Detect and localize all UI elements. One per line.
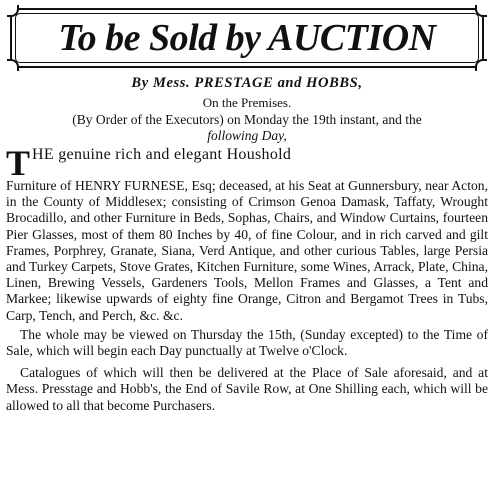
lead-first-line: HE genuine rich and elegant Houshold [32, 146, 292, 163]
banner-corner-ornament [7, 59, 19, 71]
banner-corner-ornament [475, 5, 487, 17]
executor-order [6, 112, 488, 144]
banner-title: To be Sold by AUCTION [58, 17, 436, 59]
drop-cap: T [6, 143, 31, 183]
banner-corner-ornament [475, 59, 487, 71]
viewing-notice: The whole may be viewed on Thursday the 15th, (Sunday excepted) to the Time of Sale, which will begin each Day punctually at Twelve o'Clock. [6, 326, 488, 359]
auction-banner [10, 8, 484, 68]
executor-order-line1: (By Order of the Executors) on Monday the 19th instant, and the [72, 112, 422, 127]
banner-corner-ornament [7, 5, 19, 17]
executor-order-line2: following Day, [207, 128, 287, 143]
catalogue-notice: Catalogues of which will then be delivered at the Place of Sale aforesaid, and at Mess. Presstage and Hobb's, the End of Savile Row, at One Shilling each, which will be allowed to all that become Purchasers. [6, 365, 488, 413]
furniture-description: Furniture of HENRY FURNESE, Esq; deceased, at his Seat at Gunnersbury, near Acton, in the County of Middlesex; consisting of Crimson Genoa Damask, Taffaty, Wrought Brocadillo, and other Furniture in Beds, Sophas, Chairs, and Window Curtains, fourteen Pier Glasses, most of them 80 Inches by 40, of fine Colour, and in rich carved and gilt Frames, Porphrey, Granate, Siana, Verd Antique, and other curious Tables, large Persia and Turkey Carpets, Stove Grates, Kitchen Furniture, some Wines, Arrack, Plate, China, Linen, Brewing Vessels, Gardeners Tools, Mellon Frames and Glasses, a Tent and Markee; likewise upwards of eighty fine Orange, Citron and Bergamot Trees in Tubs, Carp, Tench, and Perch, &c. &c. [6, 178, 488, 323]
auctioneer-byline: By Mess. PRESTAGE and HOBBS, [131, 75, 363, 91]
advertisement-body [6, 143, 488, 414]
lead-paragraph [6, 143, 488, 183]
premises-line: On the Premises. [202, 95, 292, 110]
